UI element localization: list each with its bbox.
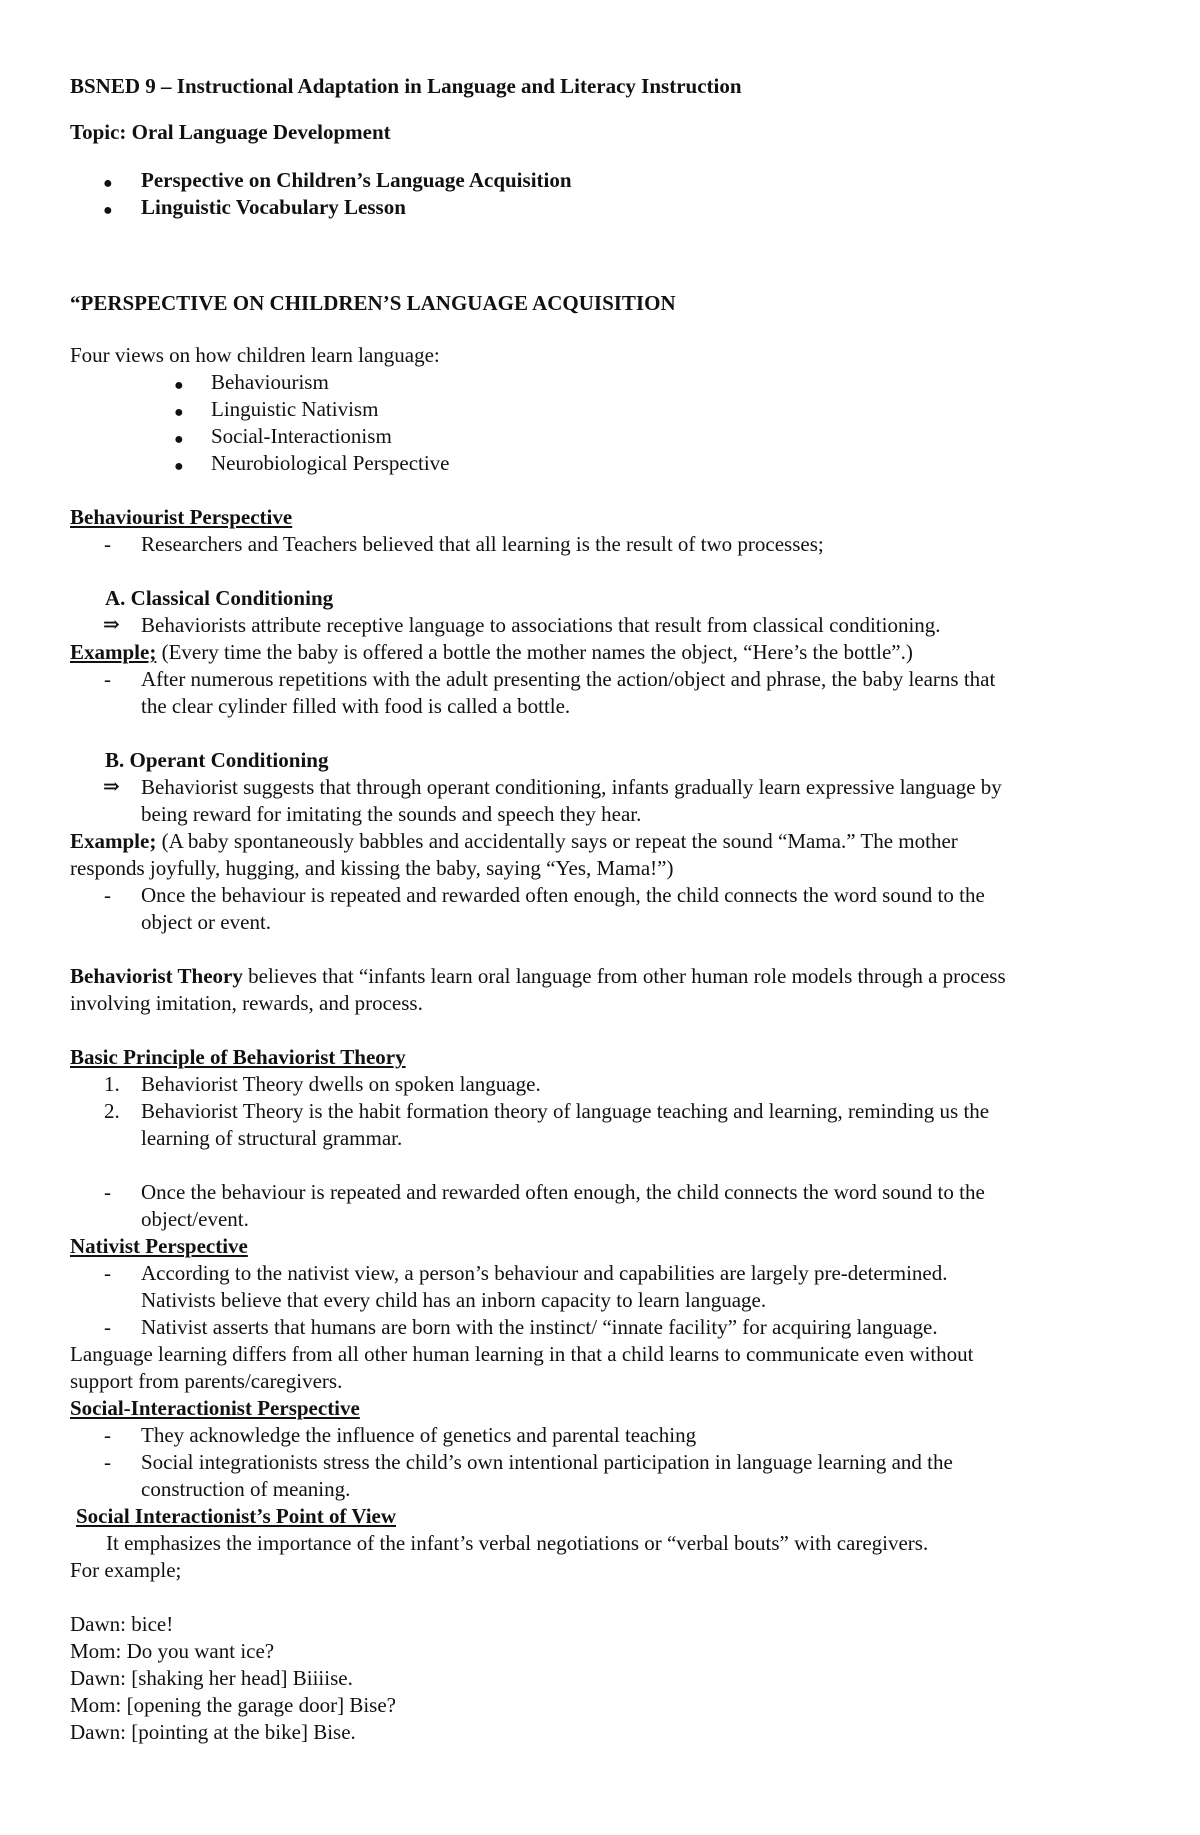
social-dash-2-line-1: Social integrationists stress the child’s own intentional participation in language learning and the	[141, 1450, 953, 1474]
classical-example	[70, 639, 913, 666]
dialogue-line: Mom: [opening the garage door] Bise?	[70, 1693, 396, 1717]
dialogue-line: Dawn: [shaking her head] Biiiise.	[70, 1666, 353, 1690]
dash-marker: -	[104, 1180, 111, 1204]
dialogue-line: Dawn: [pointing at the bike] Bise.	[70, 1720, 356, 1744]
behaviourist-heading: Behaviourist Perspective	[70, 505, 293, 529]
classical-heading: A. Classical Conditioning	[105, 586, 334, 610]
principle-item-2: Behaviorist Theory is the habit formation theory of language teaching and learning, reminding us the	[141, 1099, 990, 1123]
operant-example	[70, 828, 958, 855]
section-title: “PERSPECTIVE ON CHILDREN’S LANGUAGE ACQUISITION	[70, 291, 676, 315]
list-number: 1.	[104, 1072, 120, 1096]
bullet-icon: ●	[103, 175, 113, 192]
principle-item-2-line-2: learning of structural grammar.	[141, 1126, 403, 1150]
basic-principle-heading: Basic Principle of Behaviorist Theory	[70, 1045, 406, 1069]
social-heading: Social-Interactionist Perspective	[70, 1396, 360, 1420]
behaviorist-theory-line-2: involving imitation, rewards, and process.	[70, 991, 423, 1015]
theory-label: Behaviorist Theory	[70, 964, 243, 988]
nativist-dash-1-line-2: Nativists believe that every child has an inborn capacity to learn language.	[141, 1288, 767, 1312]
nativist-paragraph-line-1: Language learning differs from all other human learning in that a child learns to communicate even without	[70, 1342, 974, 1366]
principle-item-1: Behaviorist Theory dwells on spoken language.	[141, 1072, 541, 1096]
operant-example-line-2: responds joyfully, hugging, and kissing the baby, saying “Yes, Mama!”)	[70, 856, 674, 880]
operant-arrow-line-1: Behaviorist suggests that through operant conditioning, infants gradually learn expressive language by	[141, 775, 1002, 799]
view-item: Behaviourism	[211, 370, 329, 394]
dash-marker: -	[104, 667, 111, 691]
behaviourist-dash-1: Researchers and Teachers believed that all learning is the result of two processes;	[141, 532, 824, 556]
dialogue-line: Mom: Do you want ice?	[70, 1639, 275, 1663]
classical-dash-line-1: After numerous repetitions with the adult presenting the action/object and phrase, the baby learns that	[141, 667, 996, 691]
theory-text: believes that “infants learn oral language from other human role models through a process	[242, 964, 1006, 988]
principle-dash-line-1: Once the behaviour is repeated and rewarded often enough, the child connects the word sound to the	[141, 1180, 985, 1204]
behaviorist-theory	[70, 963, 1006, 990]
example-label: Example;	[70, 829, 157, 853]
bullet-icon: ●	[174, 431, 184, 448]
principle-dash-line-2: object/event.	[141, 1207, 249, 1231]
classical-dash-line-2: the clear cylinder filled with food is called a bottle.	[141, 694, 571, 718]
bullet-icon: ●	[174, 458, 184, 475]
operant-heading: B. Operant Conditioning	[105, 748, 329, 772]
classical-arrow-text: Behaviorists attribute receptive language to associations that result from classical conditioning.	[141, 613, 941, 637]
view-item: Neurobiological Perspective	[211, 451, 450, 475]
bullet-icon: ●	[103, 202, 113, 219]
right-arrow-icon: ⇒	[103, 614, 120, 636]
social-dash-2-line-2: construction of meaning.	[141, 1477, 351, 1501]
list-number: 2.	[104, 1099, 120, 1123]
example-label: Example;	[70, 640, 157, 664]
example-text: (A baby spontaneously babbles and accidentally says or repeat the sound “Mama.” The mother	[156, 829, 958, 853]
dash-marker: -	[104, 1315, 111, 1339]
dash-marker: -	[104, 1450, 111, 1474]
nativist-dash-2: Nativist asserts that humans are born with the instinct/ “innate facility” for acquiring language.	[141, 1315, 938, 1339]
dash-marker: -	[104, 532, 111, 556]
right-arrow-icon: ⇒	[103, 776, 120, 798]
nativist-paragraph-line-2: support from parents/caregivers.	[70, 1369, 343, 1393]
topic-bullet-2: Linguistic Vocabulary Lesson	[141, 195, 406, 219]
social-view-line-1: It emphasizes the importance of the infant’s verbal negotiations or “verbal bouts” with caregivers.	[106, 1531, 929, 1555]
view-item: Social-Interactionism	[211, 424, 392, 448]
topic-line: Topic: Oral Language Development	[70, 120, 391, 144]
dash-marker: -	[104, 883, 111, 907]
operant-dash-line-2: object or event.	[141, 910, 272, 934]
view-item: Linguistic Nativism	[211, 397, 379, 421]
social-dash-1: They acknowledge the influence of genetics and parental teaching	[141, 1423, 697, 1447]
nativist-dash-1-line-1: According to the nativist view, a person’s behaviour and capabilities are largely pre-determined.	[141, 1261, 948, 1285]
operant-arrow-line-2: being reward for imitating the sounds and speech they hear.	[141, 802, 642, 826]
course-title: BSNED 9 – Instructional Adaptation in Language and Literacy Instruction	[70, 74, 742, 98]
nativist-heading: Nativist Perspective	[70, 1234, 248, 1258]
dialogue-line: Dawn: bice!	[70, 1612, 174, 1636]
operant-dash-line-1: Once the behaviour is repeated and rewarded often enough, the child connects the word sound to the	[141, 883, 985, 907]
dash-marker: -	[104, 1423, 111, 1447]
bullet-icon: ●	[174, 377, 184, 394]
dash-marker: -	[104, 1261, 111, 1285]
social-view-line-2: For example;	[70, 1558, 182, 1582]
topic-bullet-1: Perspective on Children’s Language Acquisition	[141, 168, 572, 192]
social-view-heading: Social Interactionist’s Point of View	[76, 1504, 397, 1528]
four-views-intro: Four views on how children learn language:	[70, 343, 440, 367]
bullet-icon: ●	[174, 404, 184, 421]
example-text: (Every time the baby is offered a bottle the mother names the object, “Here’s the bottle”.)	[156, 640, 913, 664]
